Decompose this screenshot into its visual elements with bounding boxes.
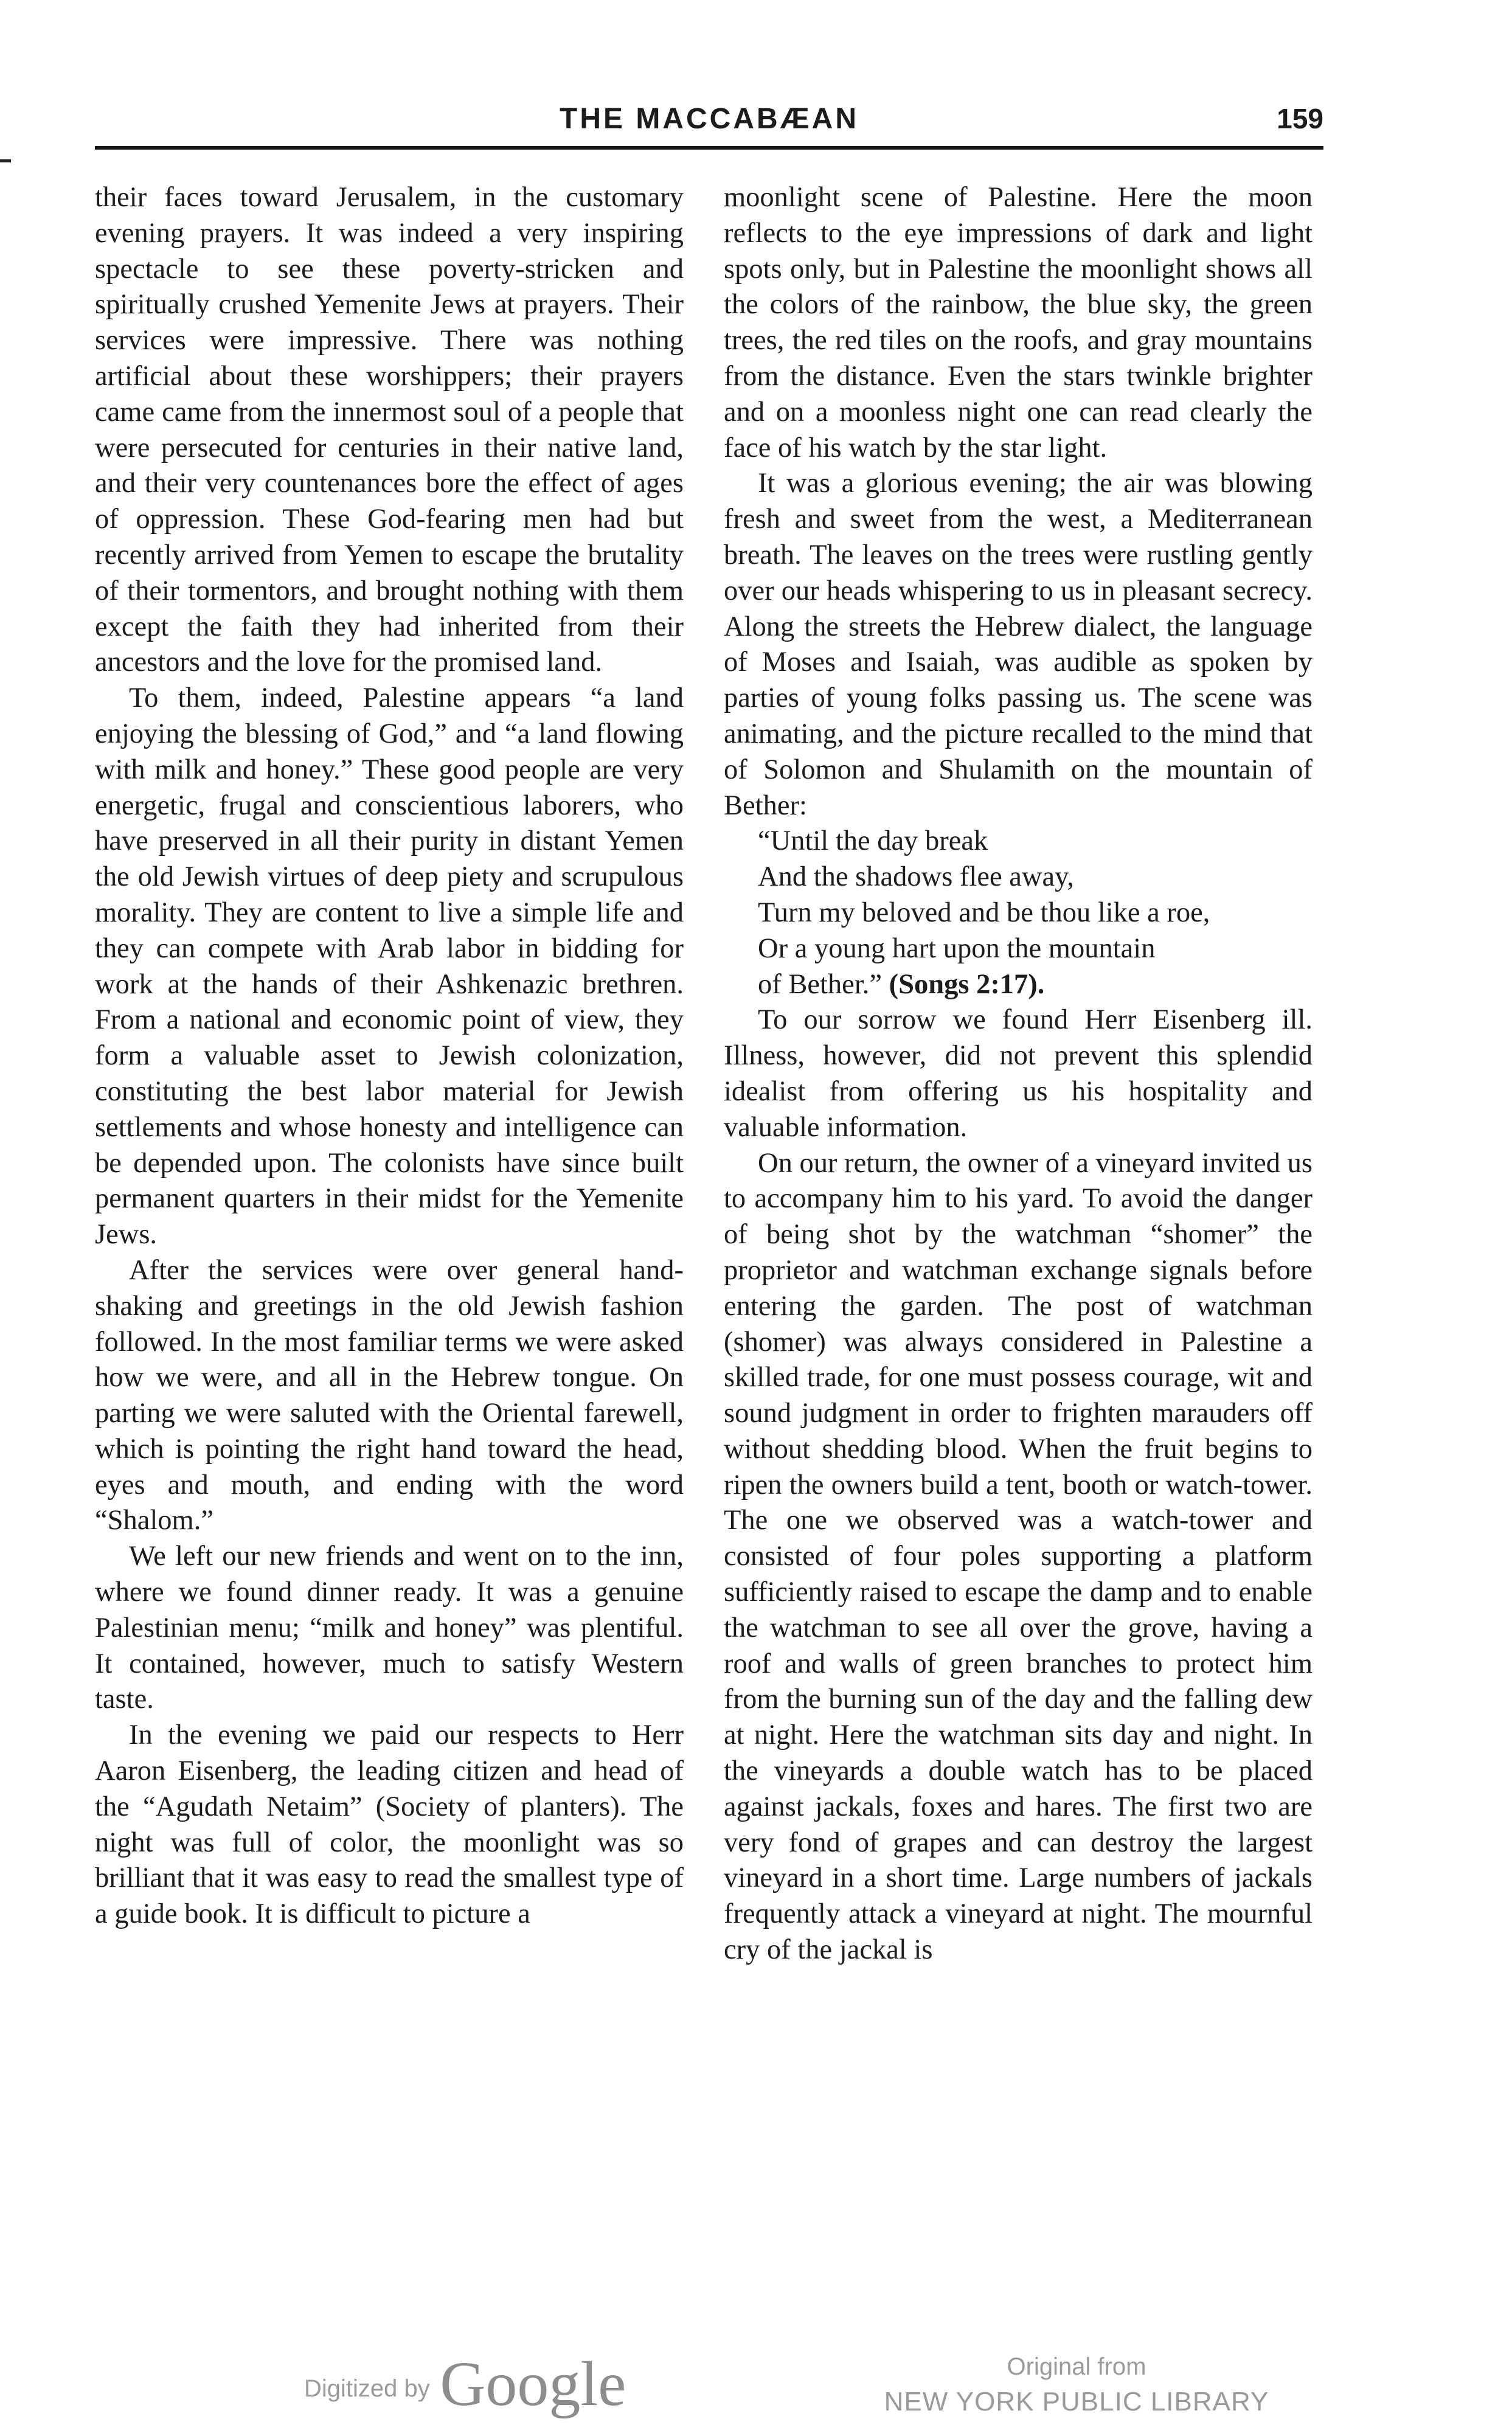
journal-title: THE MACCABÆAN xyxy=(560,103,859,135)
paragraph: We left our new friends and went on to the inn, where we found dinner ready. It was a genuine Palestinian menu; “milk and honey” was plentiful. It contained, however, much to satisfy Western taste. xyxy=(95,1541,684,1715)
verse-line: of Bether.” xyxy=(758,968,883,1000)
paragraph: their faces toward Jerusalem, in the customary evening prayers. It was indeed a very inspiring spectacle to see these poverty-stricken and spiritually crushed Yemenite Jews at prayers. Their services were impressive. There was nothing artificial about these worshippers; their prayers came came from the innermost soul of a people that were persecuted for centuries in their native land, and their very countenances bore the effect of ages of oppression. These God-fearing men had but recently arrived from Yemen to escape the brutality of their tormentors, and brought nothing with them except the faith they had inherited from their ancestors and the love for the promised land. xyxy=(95,182,684,678)
paragraph: To them, indeed, Palestine appears “a land enjoying the blessing of God,” and “a land flowing with milk and honey.” These good people are very energetic, frugal and conscientious laborers, who have preserved in all their purity in distant Yemen the old Jewish virtues of deep piety and scrupulous morality. They are content to live a simple life and they can compete with Arab labor in bidding for work at the hands of their Ashkenazic brethren. From a national and economic point of view, they form a valuable asset to Jewish colonization, constituting the best labor material for Jewish settlements and whose honesty and intelligence can be depended upon. The colonists have since built permanent quarters in their midst for the Yemenite Jews. xyxy=(95,682,684,1251)
scan-edge-mark xyxy=(0,159,11,162)
left-column xyxy=(95,180,684,1932)
paragraph: To our sorrow we found Herr Eisenberg ill. Illness, however, did not prevent this splendid idealist from offering us his hospitality and valuable information. xyxy=(724,1004,1313,1143)
paragraph: On our return, the owner of a vineyard invited us to accompany him to his yard. To avoid the danger of being shot by the watchman “shomer” the proprietor and watchman exchange signals before entering the garden. The post of watchman (shomer) was always considered in Palestine a skilled trade, for one must possess courage, wit and sound judgment in order to frighten marauders off without shedding blood. When the fruit begins to ripen the owners build a tent, booth or watch-tower. The one we observed was a watch-tower and consisted of four poles supporting a platform sufficiently raised to escape the damp and to enable the watchman to see all over the grove, having a roof and walls of green branches to protect him from the burning sun of the day and the falling dew at night. Here the watchman sits day and night. In the vineyards a double watch has to be placed against jackals, foxes and hares. The first two are very fond of grapes and can destroy the largest vineyard in a short time. Large numbers of jackals frequently attack a vineyard at night. The mournful cry of the jackal is xyxy=(724,1147,1313,1966)
google-logo: Google xyxy=(440,2349,626,2419)
right-column xyxy=(724,180,1313,1968)
header-rule xyxy=(95,146,1323,150)
original-from-label: Original from xyxy=(1007,2353,1146,2380)
paragraph: It was a glorious evening; the air was blowing fresh and sweet from the west, a Mediterranean breath. The leaves on the trees were rustling gently over our heads whispering to us in pleasant secrecy. Along the streets the Hebrew dialect, the language of Moses and Isaiah, was audible as spoken by parties of young folks passing us. The scene was animating, and the picture recalled to the mind that of Solomon and Shulamith on the mountain of Bether: xyxy=(724,468,1313,821)
running-head xyxy=(95,102,1323,145)
verse-last-line xyxy=(758,967,1313,1003)
library-name: NEW YORK PUBLIC LIBRARY xyxy=(884,2387,1269,2417)
verse-line: And the shadows flee away, xyxy=(758,861,1074,893)
library-watermark xyxy=(876,2349,1277,2420)
page-number: 159 xyxy=(1277,103,1323,134)
verse-line: Or a young hart upon the mountain xyxy=(758,932,1156,964)
verse-quote xyxy=(724,824,1313,1002)
verse-line: Turn my beloved and be thou like a roe, xyxy=(758,897,1210,928)
paragraph: In the evening we paid our respects to Herr Aaron Eisenberg, the leading citizen and head of the “Agudath Netaim” (Society of planters). The night was full of color, the moonlight was so brilliant that it was easy to read the smallest type of a guide book. It is difficult to picture a xyxy=(95,1720,684,1930)
digitized-by-google-watermark xyxy=(304,2348,626,2420)
paragraph: moonlight scene of Palestine. Here the moon reflects to the eye impressions of dark and light spots only, but in Palestine the moonlight shows all the colors of the rainbow, the blue sky, the green trees, the red tiles on the roofs, and gray mountains from the distance. Even the stars twinkle brighter and on a moonless night one can read clearly the face of his watch by the star light. xyxy=(724,182,1313,463)
paragraph: After the services were over general hand-shaking and greetings in the old Jewish fashion followed. In the most familiar terms we were asked how we were, and all in the Hebrew tongue. On parting we were saluted with the Oriental farewell, which is pointing the right hand toward the head, eyes and mouth, and ending with the word “Shalom.” xyxy=(95,1254,684,1536)
verse-line: “Until the day break xyxy=(758,825,988,857)
verse-citation: (Songs 2:17). xyxy=(889,968,1045,1000)
digitized-by-label: Digitized by xyxy=(304,2375,430,2402)
